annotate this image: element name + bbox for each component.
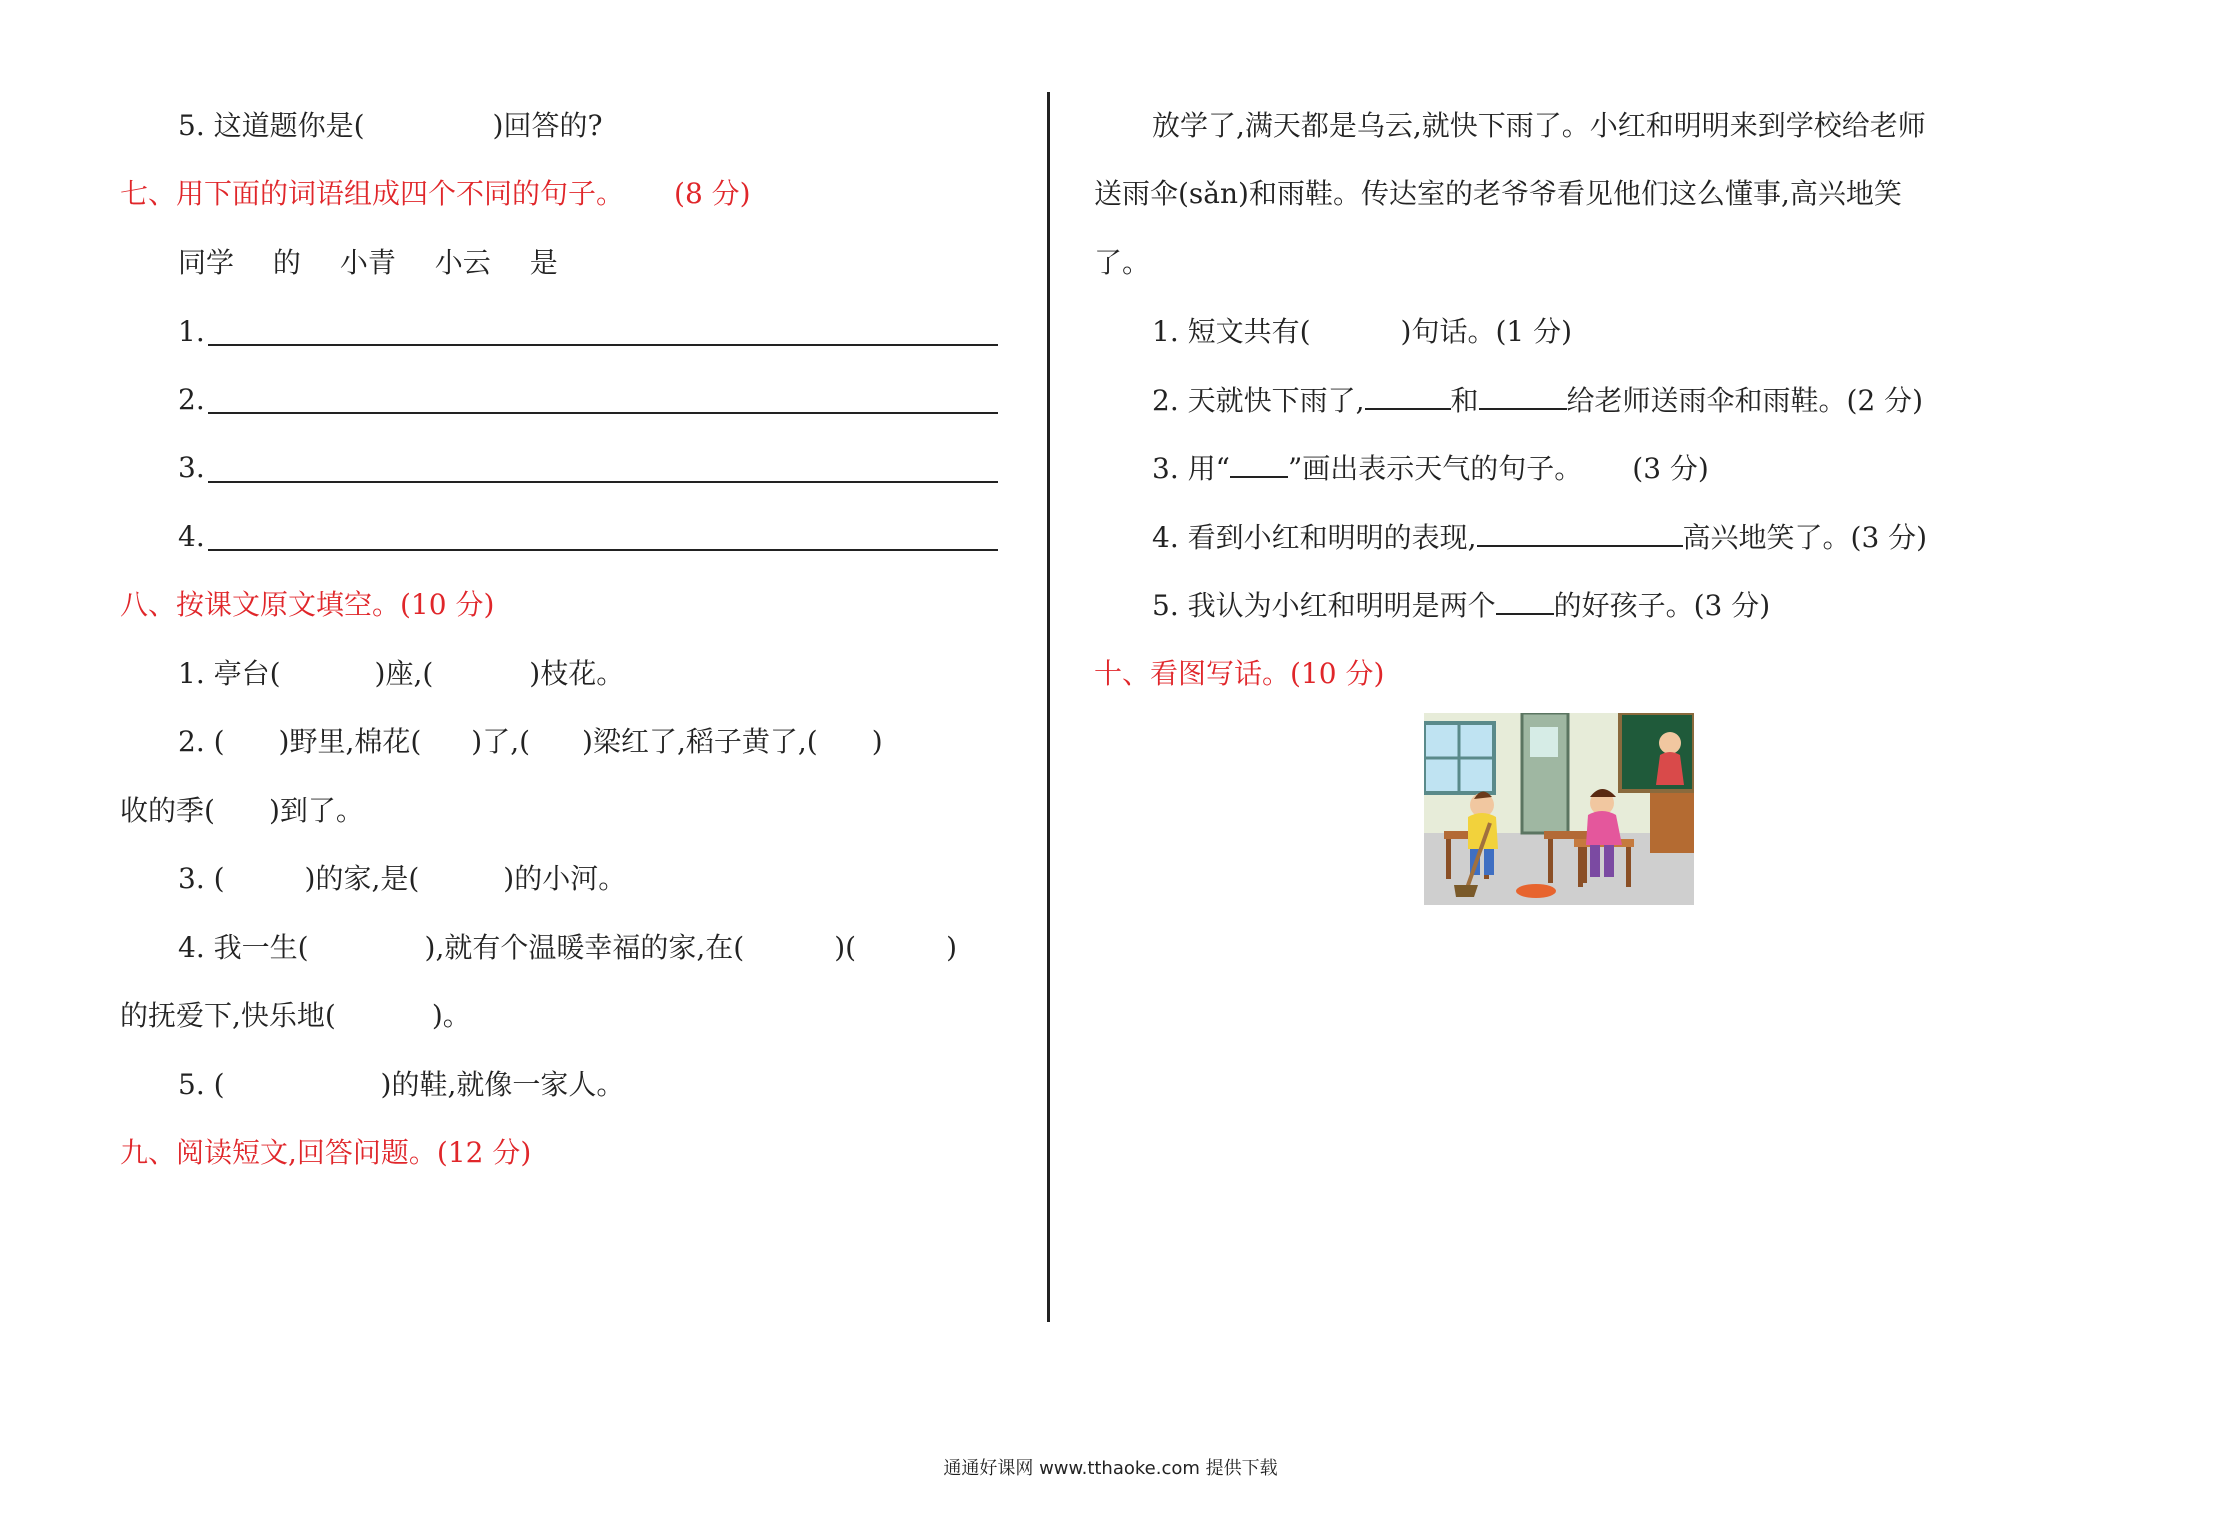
column-divider xyxy=(1047,92,1050,1322)
answer-label-3: 3. xyxy=(178,451,205,484)
fill-2: 2. ( )野里,棉花( )了,( )梁红了,稻子黄了,( ) xyxy=(178,725,883,758)
q7-5-line: 5. 这道题你是( )回答的? xyxy=(178,109,603,142)
answer-line-1[interactable] xyxy=(208,344,998,346)
classroom-illustration xyxy=(1424,713,1694,905)
passage-line-3: 了。 xyxy=(1094,246,1151,279)
answer-line-2[interactable] xyxy=(208,412,998,414)
fill-4: 4. 我一生( ),就有个温暖幸福的家,在( )( ) xyxy=(178,931,957,964)
reading-q2: 2. 天就快下雨了, 和 给老师送雨伞和雨鞋。(2 分) xyxy=(1152,384,1924,417)
word-bank: 同学 的 小青 小云 是 xyxy=(178,246,558,279)
blank-q4[interactable] xyxy=(1477,519,1683,547)
fill-2-continued: 收的季( )到了。 xyxy=(120,794,364,827)
answer-label-1: 1. xyxy=(178,315,205,348)
reading-q4: 4. 看到小红和明明的表现, 高兴地笑了。(3 分) xyxy=(1152,521,1928,554)
footer-credit: 通通好课网 www.tthaoke.com 提供下载 xyxy=(943,1458,1278,1479)
answer-line-3[interactable] xyxy=(208,481,998,483)
reading-q1: 1. 短文共有( )句话。(1 分) xyxy=(1152,315,1573,348)
fill-3: 3. ( )的家,是( )的小河。 xyxy=(178,862,627,895)
passage-line-1: 放学了,满天都是乌云,就快下雨了。小红和明明来到学校给老师 xyxy=(1152,109,1926,142)
answer-line-4[interactable] xyxy=(208,549,998,551)
blank-q2-b[interactable] xyxy=(1479,382,1567,410)
section-8-heading: 八、按课文原文填空。(10 分) xyxy=(120,588,495,621)
blank-q2-a[interactable] xyxy=(1365,382,1451,410)
fill-5: 5. ( )的鞋,就像一家人。 xyxy=(178,1068,625,1101)
underline-sample xyxy=(1230,450,1288,478)
answer-label-4: 4. xyxy=(178,520,205,553)
answer-label-2: 2. xyxy=(178,383,205,416)
fill-4-continued: 的抚爱下,快乐地( )。 xyxy=(120,999,471,1032)
reading-q5: 5. 我认为小红和明明是两个 的好孩子。(3 分) xyxy=(1152,589,1771,622)
reading-q3: 3. 用“ ”画出表示天气的句子。 (3 分) xyxy=(1152,452,1709,485)
blank-q5[interactable] xyxy=(1496,587,1554,615)
fill-1: 1. 亭台( )座,( )枝花。 xyxy=(178,657,625,690)
section-9-heading: 九、阅读短文,回答问题。(12 分) xyxy=(120,1136,532,1169)
section-10-heading: 十、看图写话。(10 分) xyxy=(1094,657,1385,690)
passage-line-2: 送雨伞(sǎn)和雨鞋。传达室的老爷爷看见他们这么懂事,高兴地笑 xyxy=(1094,177,1902,210)
section-7-heading: 七、用下面的词语组成四个不同的句子。 (8 分) xyxy=(120,177,751,210)
